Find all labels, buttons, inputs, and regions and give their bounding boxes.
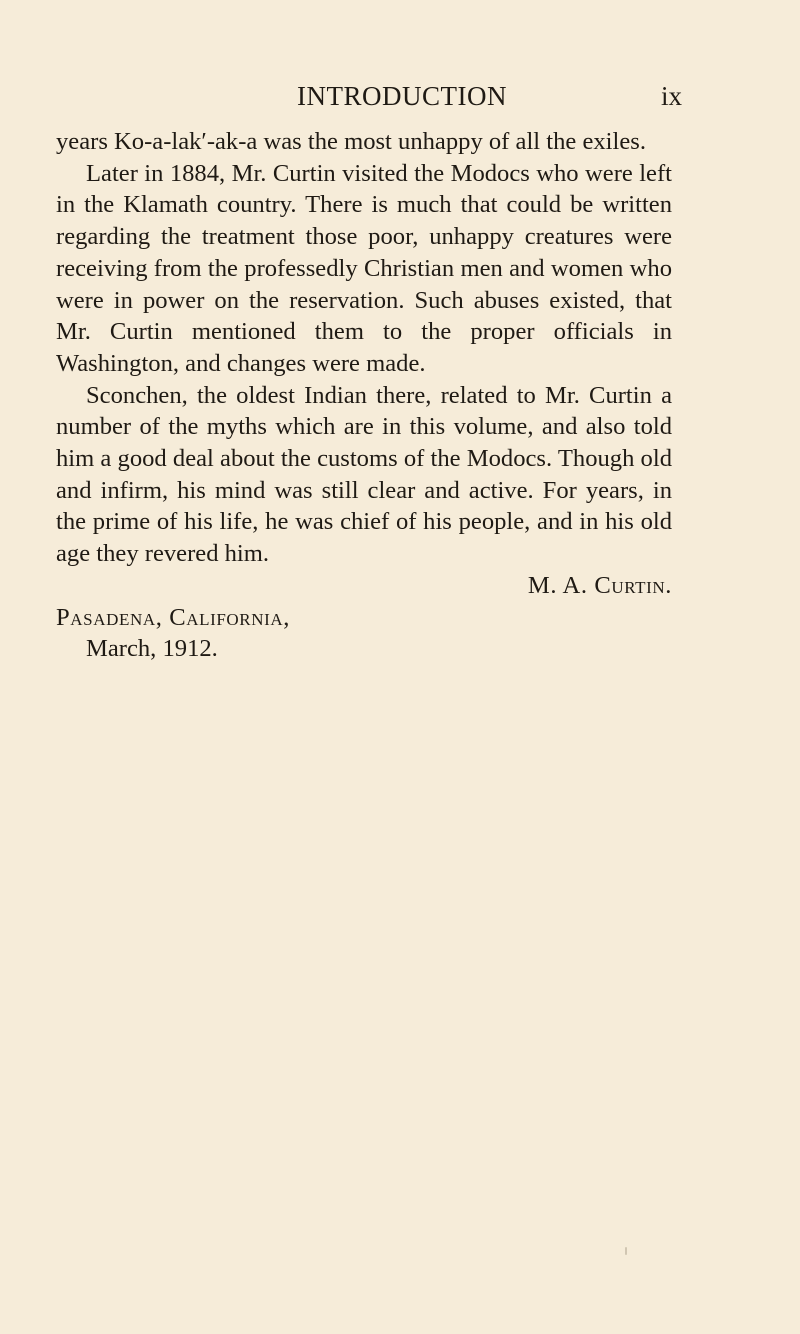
page-number: ix — [660, 81, 682, 111]
paper-speck — [625, 1247, 627, 1255]
running-title: INTRODUCTION — [297, 81, 507, 111]
paragraph-continued: years Ko-a-lak′-ak-a was the most unhappy of all the exiles. — [56, 128, 646, 155]
running-head — [122, 80, 682, 112]
dateline-place: Pasadena, California, — [56, 603, 290, 631]
body-text — [56, 126, 672, 665]
paragraph-sconchen: Sconchen, the oldest Indian there, related to Mr. Curtin a number of the myths which are in this volume, and also told him a good deal about the customs of the Modocs. Though old and infirm, his mind was still clear and active. For years, in the prime of his life, he was chief of his people, and in his old age they revered him. — [56, 381, 672, 568]
author-signature: M. A. Curtin. — [527, 571, 672, 599]
dateline-date: March, 1912. — [86, 635, 218, 663]
paragraph-curtin-visit: Later in 1884, Mr. Curtin visited the Modocs who were left in the Klamath country. There is much that could be written regarding the treatment those poor, unhappy creatures were receiving from the professedly Christian men and women who were in power on the reservation. Such abuses existed, that Mr. Curtin mentioned them to the proper officials in Washington, and changes were made. — [56, 159, 672, 377]
